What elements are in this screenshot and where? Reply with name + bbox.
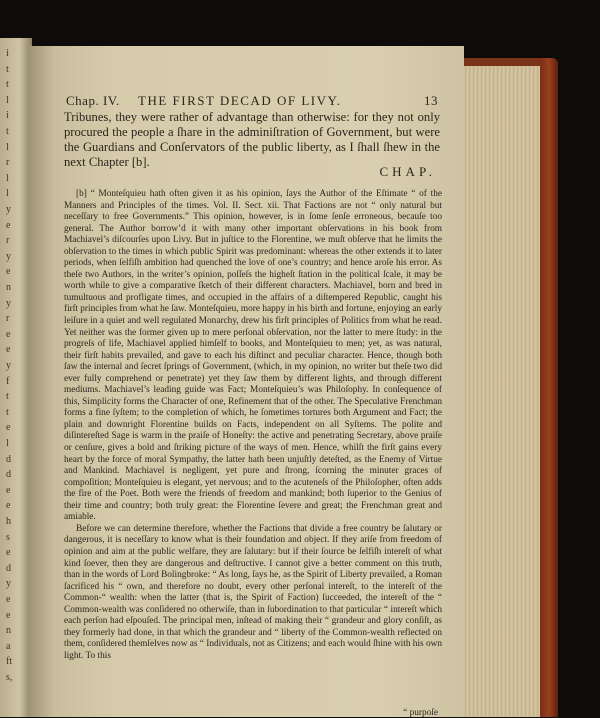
left-margin-letter: i <box>6 110 9 122</box>
left-margin-letter: r <box>6 313 10 325</box>
left-margin-letter: e <box>6 422 11 434</box>
left-margin-letter: e <box>6 609 11 621</box>
left-margin-letter: r <box>6 235 10 247</box>
book-cover <box>540 58 558 717</box>
running-head <box>66 93 438 111</box>
left-margin-letter: l <box>6 172 9 184</box>
left-margin-letter: s <box>6 531 10 543</box>
catchword-bottom: “ purpoſe <box>403 708 438 718</box>
left-margin-letter: l <box>6 438 9 449</box>
left-margin-letter: h <box>6 516 11 527</box>
left-margin-text <box>4 48 30 708</box>
left-margin-letter: e <box>6 594 11 605</box>
left-margin-letter: d <box>6 562 11 574</box>
left-margin-letter: y <box>6 360 11 371</box>
left-margin-letter: y <box>6 250 11 262</box>
left-margin-letter: d <box>6 469 11 481</box>
left-margin-letter: e <box>6 219 11 231</box>
left-margin-letter: e <box>6 344 11 356</box>
left-margin-letter: t <box>6 391 9 403</box>
book-page <box>28 46 464 717</box>
left-margin-letter: f <box>6 375 10 387</box>
footnote-paragraph-2: Before we can determine therefore, whether the Factions that divide a free country be ſalutary or dangerous, it is neceſſary to know what is their foundation and object. If they ariſe from freedom of opinion and aim at the public welfare, they are ſalutary: but if their ſource be ſelfiſh intereſt of what kind ſoever, then they are dangerous and deſtructive. I cannot give a better comment on this truth, than in the words of Lord Bolingbroke: “ As long, ſays he, as the Spirit of Liberty prevailed, a Roman ſacrificed his “ own, and therefore no doubt, every other perſonal intereſt, to the intereſt of the Common-“ wealth: when the latter (that is, the Spirit of Faction) ſucceeded, the intereſt of the “ Common-wealth was conſidered no otherwiſe, than in ſubordination to that particular “ intereſt which each perſon had eſpouſed. The principal men, inſtead of making their “ grandeur and glory conſiſt, as they formerly had done, in that which the grandeur and “ liberty of the Common-wealth reflected on them, conſidered themſelves now as “ Individuals, not as Citizens; and each would ſhine with his own light. To this <box>64 523 442 661</box>
main-paragraph: Tribunes, they were rather of advantage than otherwise: for they not only procured the people a ſhare in the adminiſtration of Government, but were the Guardians and Conſervators of the public liberty, as I ſhall ſhew in the next Chapter [b]. <box>64 110 440 169</box>
catchword-top: CHAP. <box>379 164 436 179</box>
left-margin-letter: r <box>6 157 10 169</box>
left-margin-letter: t <box>6 126 9 137</box>
footnote <box>64 189 442 662</box>
left-margin-letter: t <box>6 79 9 91</box>
left-margin-letter: e <box>6 328 11 340</box>
left-margin-letter: y <box>6 204 11 215</box>
left-margin-letter: i <box>6 48 9 59</box>
left-margin-letter: s, <box>6 672 13 683</box>
left-margin-letter: l <box>6 94 9 106</box>
left-margin-letter: t <box>6 406 9 418</box>
left-margin-letter: n <box>6 625 11 637</box>
left-margin-letter: e <box>6 484 11 496</box>
left-margin-letter: y <box>6 297 11 309</box>
left-margin-letter: l <box>6 141 9 153</box>
left-margin-letter: t <box>6 63 9 75</box>
main-text <box>64 110 440 170</box>
left-margin-letter: e <box>6 266 11 278</box>
book-title: THE FIRST DECAD OF LIVY. <box>138 93 342 108</box>
left-margin-letter: e <box>6 547 11 559</box>
page-number: 13 <box>424 93 438 108</box>
left-margin-letter: a <box>6 640 11 652</box>
left-margin-letter: e <box>6 500 11 512</box>
left-margin-letter: n <box>6 282 11 293</box>
left-margin-letter: y <box>6 578 11 590</box>
left-margin-letter: l <box>6 188 9 200</box>
left-margin-letter: d <box>6 453 11 465</box>
chapter-label: Chap. IV. <box>66 93 120 108</box>
footnote-paragraph-1: [b] “ Monteſquieu hath often given it as his opinion, ſays the Author of the Eſtimate “ of the Manners and Principles of the times. Vol. II. Sect. xii. That Factions are not “ only natural but neceſſary to free Governments.” This opinion, however, is in ſome ſenſe erroneous, becauſe too general. The Author borrow’d it with many other important obſervations in his book from Machiavel’s diſcourſes upon Livy. But in juſtice to the Florentine, we muſt obſerve that he limits the obſervation to the times in which public Spirit was predominant: whereas the other extends it to later periods, when ſelfiſh ambition had quenched the love of one’s country; and hence aroſe his error. As theſe two Authors, in the writer’s opinion, poſſeſs the higheſt ſtation in the political ſcale, it may be worth while to give a comparative ſketch of their different characters. Machiavel, born and bred in tumultuous and profligate times, and occupied in the affairs of a diſtempered Republic, caught his firſt principles from what he ſaw. Monteſquieu, more happy in his birth and fortune, enjoying an early leiſure in a quiet and well regulated Monarchy, drew his firſt principles of Politics from what he read. Yet neither was the former given up to mere perſonal obſervation, nor the latter to mere ſtudy: in the progreſs of life, Machiavel applied himſelf to books, and Monteſquieu to men; yet, as was natural, their firſt habits prevailed, and gave to each his diſtinct and peculiar character. Hence, though both ſaw the internal and ſecret ſprings of Government, (which, in my opinion, no writer but theſe two did ever fully comprehend or penetrate) yet they ſaw them by different lights, and through different mediums. Machiavel’s leading guide was Fact; Monteſquieu’s was Philoſophy. In conſequence of this, Simplicity forms the Character of one, Refinement that of the other. The Speculative Frenchman forms a fine ſyſtem; to the completion of which, he ſometimes tortures both Argument and Fact; the plain and downright Florentine builds on Facts, independent on all Syſtems. The polite and diſintereſted Sage is warm in the praiſe of Honeſty: the active and penetrating Secretary, above praiſe or cenſure, gives a bold and ſtriking picture of the ways of men. Hence, whilſt the firſt gains every heart by the force of moral Sympathy, the latter hath been unjuſtly deteſted, as the Enemy of Virtue and Mankind. Machiavel is negligent, yet pure and ſtrong, ſcorning the minuter graces of compoſition; Monteſquieu is elegant, yet nervous; and to the acuteneſs of the Philoſopher, often adds the fire of the Poet. Both were the friends of freedom and mankind; both ſuperior to the Genius of their time and country; both truly great: the Florentine ſevere and great; the Frenchman great and amiable. <box>64 189 442 523</box>
page-fore-edge <box>462 62 548 717</box>
left-margin-letter: ft <box>6 656 13 668</box>
